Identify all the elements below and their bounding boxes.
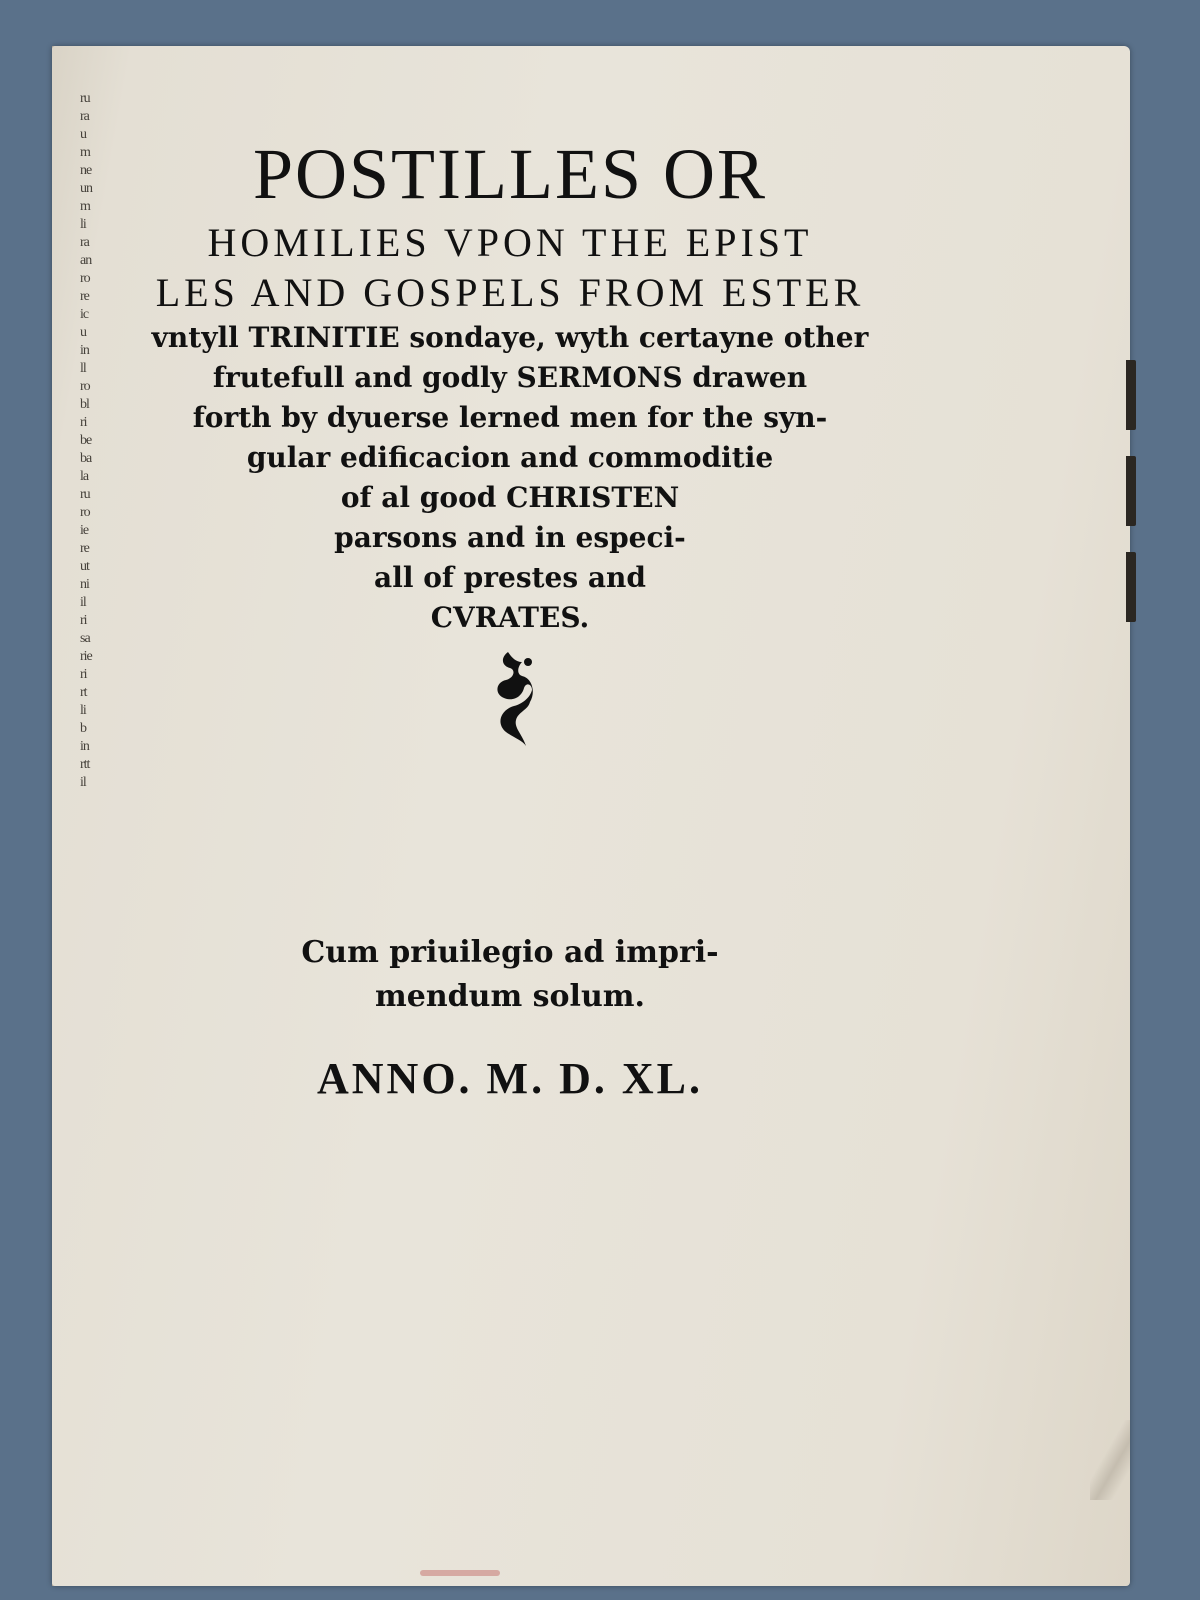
title-line-5: frutefull and godly SERMONS drawen: [212, 361, 808, 394]
title-block: [130, 120, 890, 1104]
title-line-10: all of prestes and: [374, 561, 646, 594]
privilege-line-1: Cum priuilegio ad impri-: [301, 935, 719, 970]
title-line-11: CVRATES.: [430, 601, 590, 634]
facing-page-edge-text: ru ra u m ne un m li ra an ro re ic u in ll ro bl ri be ba la ru ro ie re ut ni il ri sa rie ri rt li b in rtt il: [80, 91, 92, 790]
title-line-7: gular edificacion and commoditie: [246, 441, 774, 474]
title-line-3: LES AND GOSPELS FROM ESTER: [155, 270, 865, 315]
publication-date: ANNO. M. D. XL.: [317, 1054, 703, 1103]
page-corner-wear: [1090, 1420, 1130, 1500]
page-tab: [1126, 456, 1136, 526]
title-line-6: forth by dyuerse lerned men for the syn-: [192, 401, 828, 434]
title-line-9: parsons and in especi-: [334, 521, 686, 554]
title-line-4: vntyll TRINITIE sondaye, wyth certayne other: [151, 321, 869, 354]
page-tab: [1126, 552, 1136, 622]
fleuron-ornament-icon: [470, 648, 550, 748]
page-tabs: [1126, 360, 1136, 648]
privilege-line-2: mendum solum.: [375, 979, 645, 1014]
page-tab: [1126, 360, 1136, 430]
title-line-2: HOMILIES VPON THE EPIST: [207, 220, 813, 265]
privilege-statement: [130, 931, 890, 1019]
ink-mark: [420, 1570, 500, 1576]
title-line-8: of al good CHRISTEN: [340, 481, 680, 514]
title-line-1: POSTILLES OR: [252, 134, 768, 214]
